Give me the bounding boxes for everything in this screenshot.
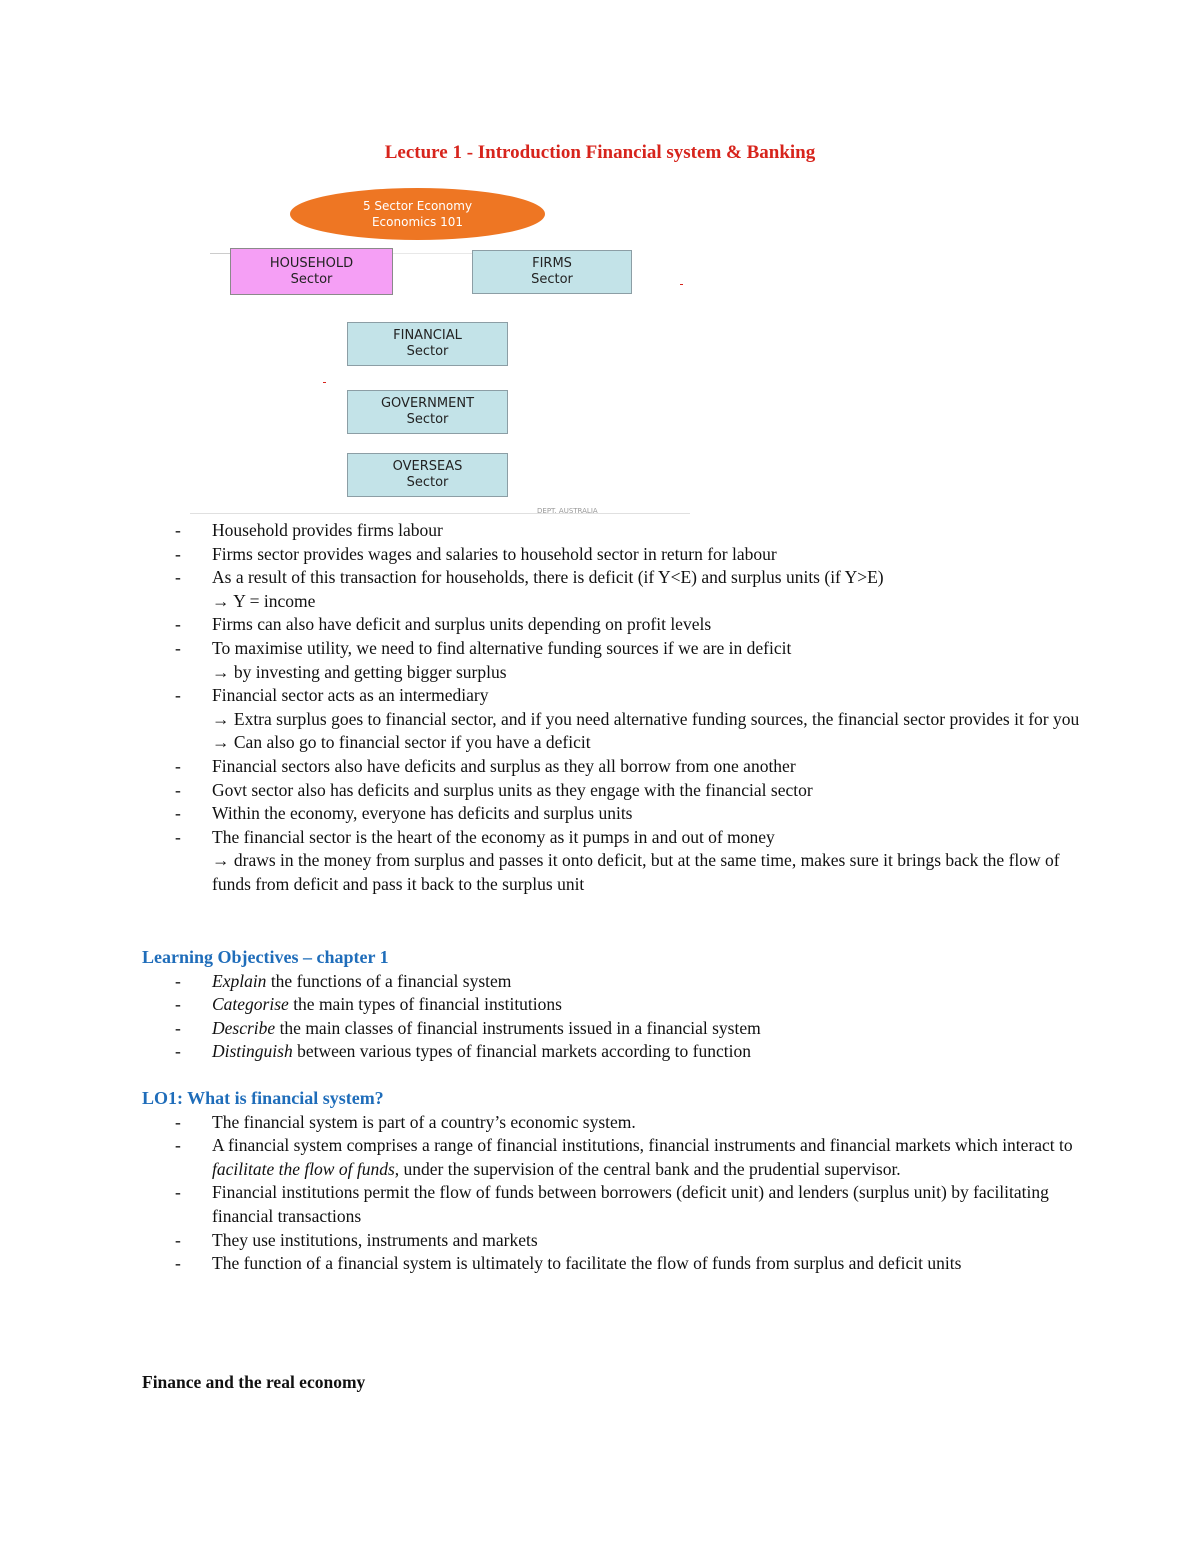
five-sector-diagram: [185, 186, 690, 516]
list-item: - As a result of this transaction for households, there is deficit (if Y<E) and surplus units (if Y>E) → Y = income: [142, 566, 1082, 613]
artifact-mark: [323, 382, 326, 383]
list-item: - Financial sectors also have deficits and surplus as they all borrow from one another: [142, 755, 1082, 779]
government-sector-box: [347, 390, 508, 434]
list-item: - Firms can also have deficit and surplus units depending on profit levels: [142, 613, 1082, 637]
firms-sector-box: [472, 250, 632, 294]
artifact-mark: [680, 284, 683, 285]
divider: [210, 253, 230, 254]
ellipse-line2: Economics 101: [371, 215, 464, 229]
list-item: - They use institutions, instruments and markets: [142, 1229, 1082, 1253]
list-item: - Govt sector also has deficits and surplus units as they engage with the financial sector: [142, 779, 1082, 803]
page-title: Lecture 1 - Introduction Financial system & Banking: [384, 142, 816, 163]
finance-real-economy-heading: Finance and the real economy: [142, 1372, 366, 1392]
arrow-note: → Extra surplus goes to financial sector, and if you need alternative funding sources, the financial sector provides it for you: [212, 708, 1080, 729]
box-sublabel: Sector: [406, 344, 449, 359]
ellipse-line1: 5 Sector Economy: [362, 199, 473, 213]
list-item: - Distinguish between various types of financial markets according to function: [142, 1040, 1082, 1064]
arrow-note: → by investing and getting bigger surplus: [212, 661, 507, 682]
learning-objectives: [142, 946, 1082, 1064]
lo1-heading: LO1: What is financial system?: [142, 1088, 384, 1108]
list-item: - Categorise the main types of financial institutions: [142, 993, 1082, 1017]
list-item: - The function of a financial system is ultimately to facilitate the flow of funds from surplus and deficit units: [142, 1252, 1082, 1276]
overseas-sector-box: [347, 453, 508, 497]
list-item: - Within the economy, everyone has deficits and surplus units: [142, 802, 1082, 826]
divider: [190, 513, 690, 514]
household-sector-box: [230, 248, 393, 295]
financial-sector-box: [347, 322, 508, 366]
box-label: FIRMS: [532, 256, 572, 271]
box-sublabel: Sector: [290, 271, 333, 287]
box-label: GOVERNMENT: [380, 396, 475, 411]
arrow-note: → draws in the money from surplus and passes it onto deficit, but at the same time, makes sure it brings back the flow of funds from deficit and pass it back to the surplus unit: [212, 850, 1060, 894]
list-item: - The financial system is part of a country’s economic system.: [142, 1111, 1082, 1135]
box-sublabel: Sector: [406, 412, 449, 427]
arrow-note: → Can also go to financial sector if you have a deficit: [212, 732, 591, 753]
list-item: - Household provides firms labour: [142, 519, 1082, 543]
list-item: - Firms sector provides wages and salaries to household sector in return for labour: [142, 543, 1082, 567]
list-item: - Financial institutions permit the flow of funds between borrowers (deficit unit) and lenders (surplus unit) by facilitating financial transactions: [142, 1181, 1082, 1228]
list-item: - The financial sector is the heart of the economy as it pumps in and out of money → draws in the money from surplus and passes it onto deficit, but at the same time, makes sure it brings back the flow of funds from deficit and pass it back to the surplus unit: [142, 826, 1082, 897]
arrow-note: → Y = income: [212, 590, 316, 611]
list-item: - Explain the functions of a financial system: [142, 970, 1082, 994]
box-label: OVERSEAS: [392, 459, 463, 474]
box-sublabel: Sector: [531, 272, 573, 287]
lo1-section: [142, 1087, 1082, 1276]
list-item: - Financial sector acts as an intermediary → Extra surplus goes to financial sector, and if you need alternative funding sources, the financial sector provides it for you → Can also go to financial sector if you have a deficit: [142, 684, 1082, 755]
list-item: - Describe the main classes of financial instruments issued in a financial system: [142, 1017, 1082, 1041]
box-label: HOUSEHOLD: [269, 255, 354, 271]
box-sublabel: Sector: [406, 475, 449, 490]
list-item: - A financial system comprises a range of financial institutions, financial instruments and financial markets which interact to facilitate the flow of funds, under the supervision of the central bank and the prudential supervisor.: [142, 1134, 1082, 1181]
economy-ellipse: [290, 188, 545, 240]
learning-objectives-heading: Learning Objectives – chapter 1: [142, 947, 389, 967]
diagram-caption: DEPT. AUSTRALIA: [537, 507, 598, 515]
intro-bullets: [142, 519, 1082, 897]
divider: [393, 253, 472, 254]
box-label: FINANCIAL: [393, 328, 462, 343]
list-item: - To maximise utility, we need to find alternative funding sources if we are in deficit → by investing and getting bigger surplus: [142, 637, 1082, 684]
